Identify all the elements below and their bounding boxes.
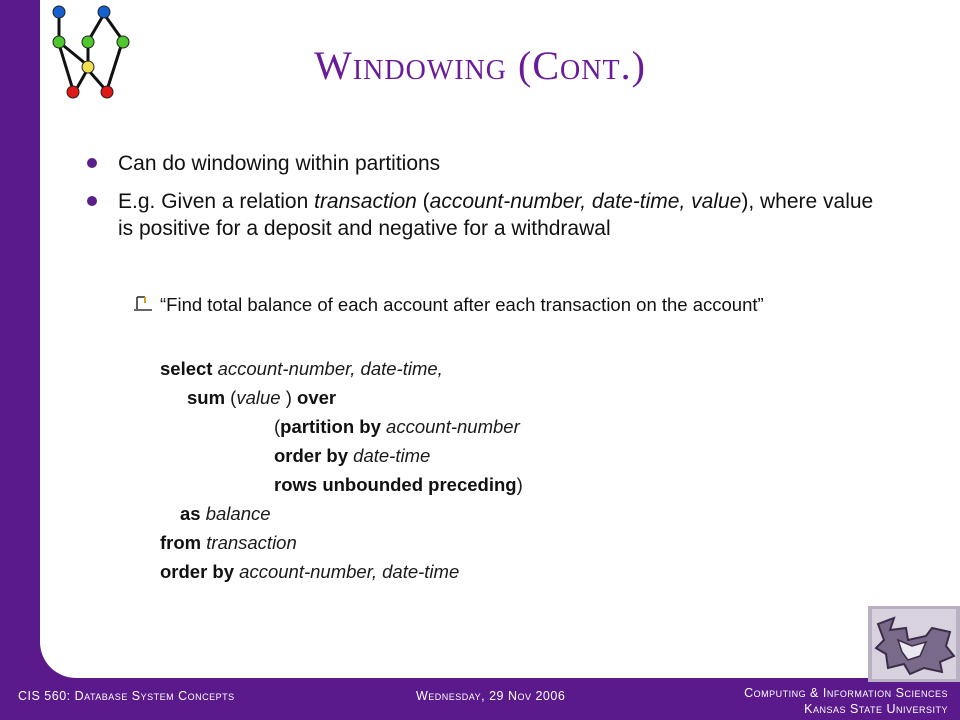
sql-text: ( — [225, 387, 237, 408]
sql-keyword: sum — [187, 387, 226, 408]
bullet-marker — [87, 196, 97, 206]
sql-line-from — [160, 532, 297, 554]
sql-line-order — [274, 445, 430, 467]
sql-text: value — [236, 387, 281, 408]
sql-line-select — [160, 358, 443, 380]
bullet-marker — [87, 158, 97, 168]
bullet-text — [118, 188, 878, 242]
sql-keyword: order by — [274, 445, 349, 466]
bullet-rest: ), where value is positive for a deposit and negative for a withdrawal — [118, 190, 874, 240]
sql-line-orderby — [160, 561, 459, 583]
sql-line-partition — [274, 416, 520, 438]
sql-keyword: partition by — [280, 416, 381, 437]
sql-line-as — [180, 503, 271, 525]
sql-keyword: from — [160, 532, 202, 553]
footer-department: Computing & Information Sciences — [744, 686, 948, 700]
sub-bullet-text: “Find total balance of each account after each transaction on the account” — [160, 294, 764, 315]
sql-text: account-number — [380, 416, 520, 437]
relation-attributes: account-number, date-time, value — [429, 190, 742, 213]
paren-open: ( — [416, 190, 430, 213]
relation-name: transaction — [314, 190, 417, 213]
bullet-text: Can do windowing within partitions — [118, 152, 441, 175]
sql-text: transaction — [201, 532, 297, 553]
sql-text: ) — [516, 474, 523, 495]
sql-text: date-time — [348, 445, 431, 466]
footer-university: Kansas State University — [804, 702, 948, 716]
sql-text: account-number, date-time, — [212, 358, 443, 379]
sql-keyword: over — [297, 387, 337, 408]
footer-date: Wednesday, 29 Nov 2006 — [416, 689, 566, 703]
sql-text: ( — [274, 416, 281, 437]
sql-text: balance — [200, 503, 271, 524]
sql-keyword: order by — [160, 561, 235, 582]
sql-text: account-number, date-time — [234, 561, 460, 582]
slide-title: Windowing (Cont.) — [314, 43, 646, 88]
sql-line-rows — [274, 474, 523, 496]
sub-bullet-icon — [131, 293, 155, 313]
bullet-prefix: E.g. Given a relation — [118, 190, 315, 213]
sql-line-sum — [187, 387, 336, 409]
sql-keyword: as — [180, 503, 201, 524]
wildcat-logo-icon — [868, 606, 960, 682]
sql-text: ) — [280, 387, 298, 408]
footer-course: CIS 560: Database System Concepts — [18, 689, 235, 703]
sql-keyword: select — [160, 358, 213, 379]
sql-keyword: rows unbounded preceding — [274, 474, 517, 495]
